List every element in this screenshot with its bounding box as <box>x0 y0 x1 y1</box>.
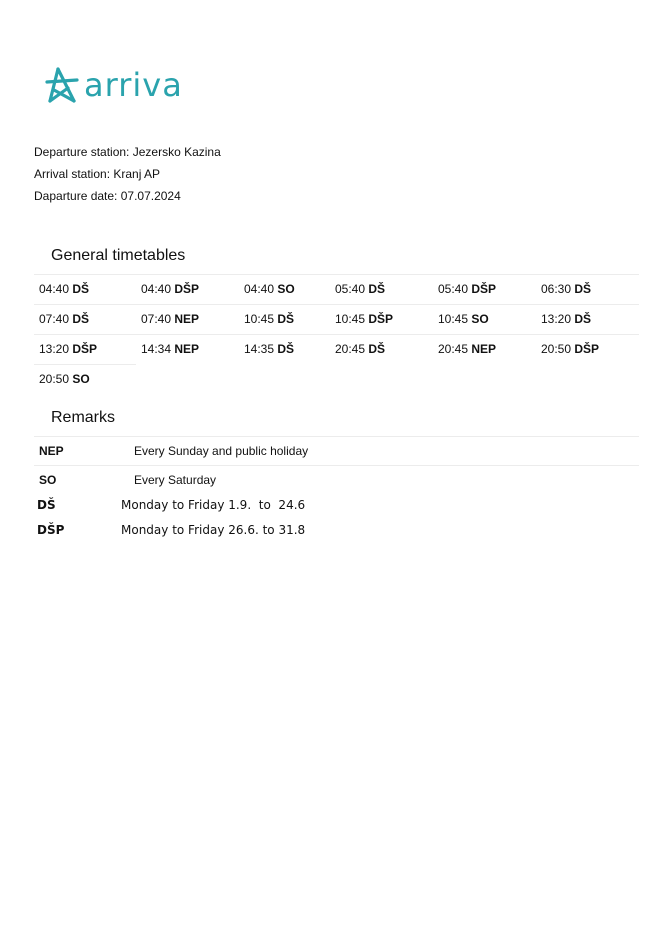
remark-description: Every Sunday and public holiday <box>134 444 309 458</box>
departure-cell: 04:40 SO <box>244 282 295 296</box>
trip-info <box>34 141 221 207</box>
departure-date: Daparture date: 07.07.2024 <box>34 189 181 203</box>
remarks-list <box>34 436 639 494</box>
departure-cell: 20:50 DŠP <box>541 342 600 356</box>
departure-cell: 10:45 DŠP <box>335 312 394 326</box>
departure-cell: 14:34 NEP <box>141 342 200 356</box>
remarks-title: Remarks <box>51 409 116 426</box>
departure-station: Departure station: Jezersko Kazina <box>34 145 221 159</box>
arriva-logo <box>44 66 183 104</box>
remark-row <box>37 498 305 512</box>
timetable-row <box>34 364 136 394</box>
departure-cell: 06:30 DŠ <box>541 282 592 296</box>
departure-cell: 04:40 DŠP <box>141 282 200 296</box>
departure-cell: 13:20 DŠ <box>541 312 592 326</box>
departure-cell: 04:40 DŠ <box>39 282 90 296</box>
remark-code: NEP <box>39 444 64 458</box>
remark-code: SO <box>39 473 57 487</box>
remark-description: Monday to Friday 26.6. to 31.8 <box>121 523 306 537</box>
departure-cell: 05:40 DŠP <box>438 282 497 296</box>
remark-code: DŠ <box>37 498 56 512</box>
departure-cell: 20:45 DŠ <box>335 342 386 356</box>
departure-cell: 07:40 DŠ <box>39 312 90 326</box>
arriva-star-icon <box>44 66 80 104</box>
departure-cell: 10:45 SO <box>438 312 489 326</box>
timetable-row <box>34 304 639 334</box>
timetable-grid <box>34 274 639 394</box>
brand-name: arriva <box>84 66 183 104</box>
departure-cell: 07:40 NEP <box>141 312 200 326</box>
remark-row <box>34 465 639 494</box>
timetable-row <box>34 274 639 304</box>
departure-cell: 20:45 NEP <box>438 342 497 356</box>
departure-cell: 20:50 SO <box>39 372 90 386</box>
remark-row <box>37 523 305 537</box>
departure-cell: 05:40 DŠ <box>335 282 386 296</box>
timetable-row <box>34 334 639 364</box>
timetables-title: General timetables <box>51 247 186 264</box>
departure-cell: 13:20 DŠP <box>39 342 98 356</box>
remark-description: Monday to Friday 1.9. to 24.6 <box>121 498 306 512</box>
remark-code: DŠP <box>37 523 65 537</box>
arrival-station: Arrival station: Kranj AP <box>34 167 161 181</box>
departure-cell: 10:45 DŠ <box>244 312 295 326</box>
remark-description: Every Saturday <box>134 473 217 487</box>
remark-row <box>34 436 639 465</box>
departure-cell: 14:35 DŠ <box>244 342 295 356</box>
